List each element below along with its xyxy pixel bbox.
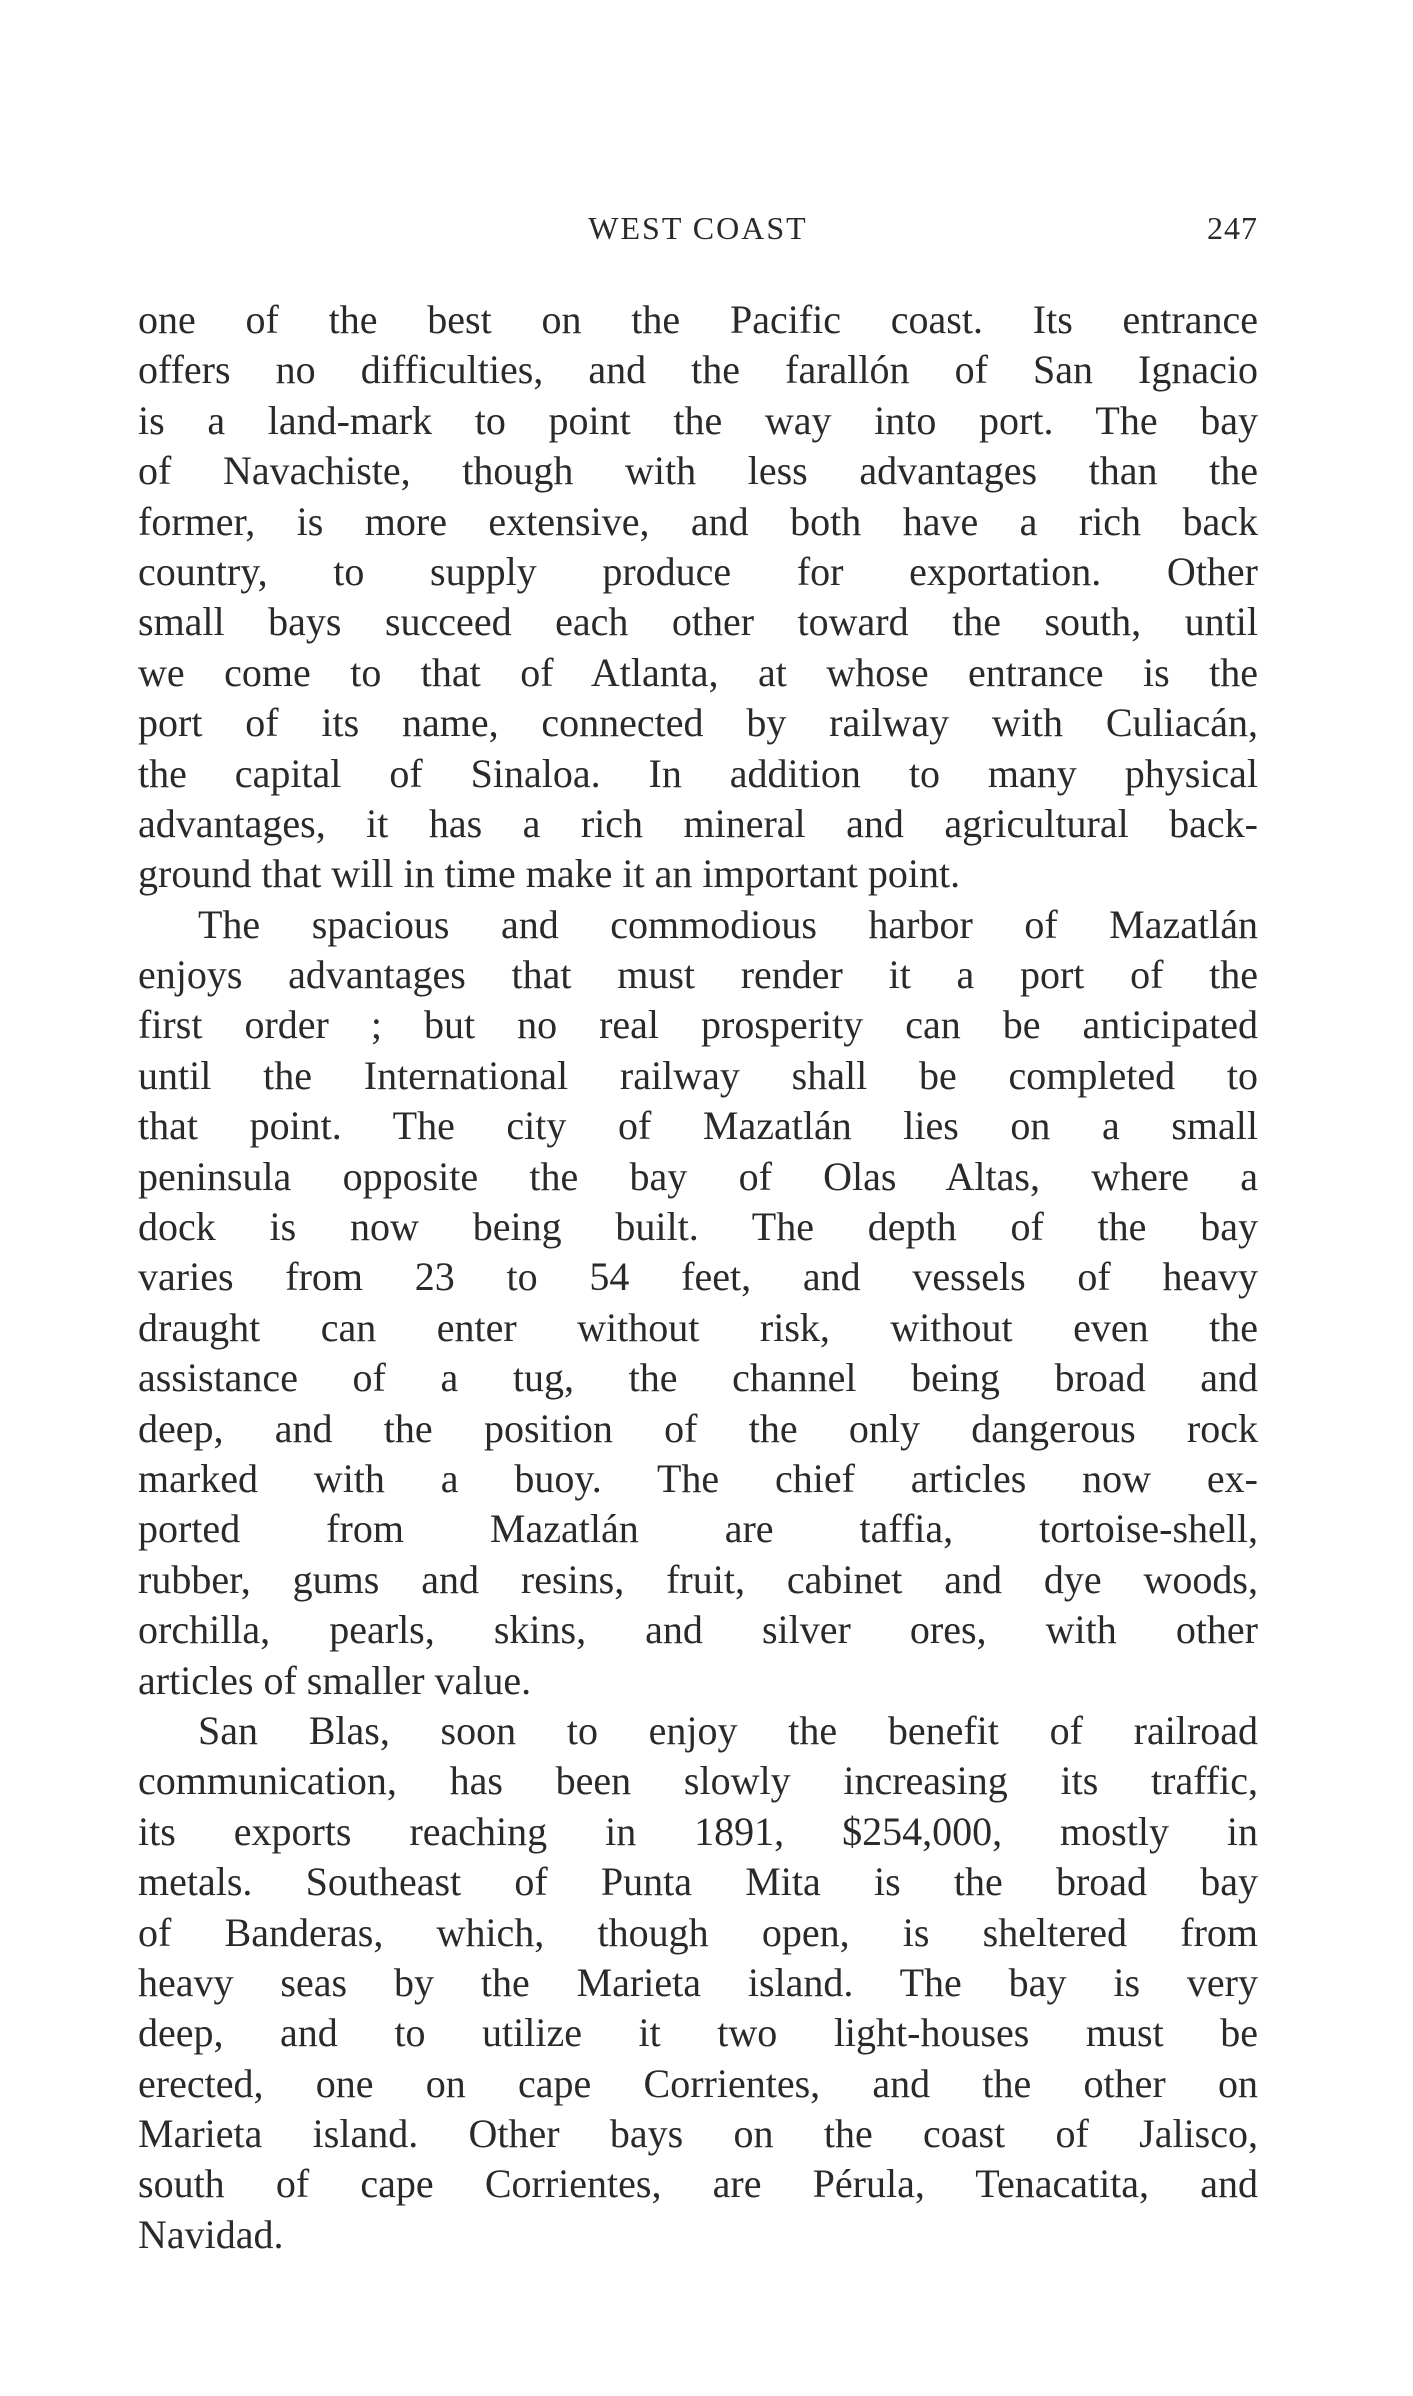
text-line: peninsula opposite the bay of Olas Altas, where a xyxy=(138,1153,1258,1199)
text-line: rubber, gums and resins, fruit, cabinet and dye woods, xyxy=(138,1556,1258,1602)
text-line: ground that will in time make it an important point. xyxy=(138,851,961,897)
text-line: former, is more extensive, and both have a rich back xyxy=(138,498,1258,544)
text-line: enjoys advantages that must render it a port of the xyxy=(138,952,1258,998)
paragraph-start-line: San Blas, soon to enjoy the benefit of railroad xyxy=(198,1707,1258,1753)
text-line: dock is now being built. The depth of the bay xyxy=(138,1204,1258,1250)
text-line: that point. The city of Mazatlán lies on a small xyxy=(138,1103,1258,1149)
text-line: first order ; but no real prosperity can be anticipated xyxy=(138,1002,1258,1048)
text-line: its exports reaching in 1891, $254,000, mostly in xyxy=(138,1808,1258,1854)
text-line: we come to that of Atlanta, at whose entrance is the xyxy=(138,649,1258,695)
text-line: deep, and to utilize it two light-houses must be xyxy=(138,2010,1258,2056)
text-line: communication, has been slowly increasing its traffic, xyxy=(138,1758,1258,1804)
text-line: the capital of Sinaloa. In addition to many physical xyxy=(138,750,1258,796)
text-line: of Banderas, which, though open, is sheltered from xyxy=(138,1909,1258,1955)
text-line: articles of smaller value. xyxy=(138,1657,532,1703)
text-line: deep, and the position of the only dangerous rock xyxy=(138,1405,1258,1451)
text-line: small bays succeed each other toward the south, until xyxy=(138,599,1258,645)
text-line: varies from 23 to 54 feet, and vessels of heavy xyxy=(138,1254,1258,1300)
text-line: country, to supply produce for exportation. Other xyxy=(138,548,1258,594)
text-line: of Navachiste, though with less advantages than the xyxy=(138,448,1258,494)
text-line: assistance of a tug, the channel being broad and xyxy=(138,1355,1258,1401)
text-line: one of the best on the Pacific coast. Its entrance xyxy=(138,297,1258,342)
text-line: Navidad. xyxy=(138,2211,284,2257)
page-number: 247 xyxy=(1207,210,1258,246)
text-line: advantages, it has a rich mineral and agricultural back- xyxy=(138,800,1258,846)
text-line: erected, one on cape Corrientes, and the other on xyxy=(138,2060,1258,2106)
text-line: is a land-mark to point the way into port. The bay xyxy=(138,397,1258,443)
text-line: port of its name, connected by railway with Culiacán, xyxy=(138,700,1258,746)
paragraph-start-line: The spacious and commodious harbor of Mazatlán xyxy=(198,901,1258,947)
text-line: south of cape Corrientes, are Pérula, Tenacatita, and xyxy=(138,2161,1258,2207)
text-line: orchilla, pearls, skins, and silver ores, with other xyxy=(138,1607,1258,1653)
text-line: Marieta island. Other bays on the coast of Jalisco, xyxy=(138,2111,1258,2157)
body-text xyxy=(138,295,1258,2260)
text-line: draught can enter without risk, without even the xyxy=(138,1304,1258,1350)
text-line: ported from Mazatlán are taffia, tortoise-shell, xyxy=(138,1506,1258,1552)
running-title: WEST COAST xyxy=(588,210,808,246)
text-line: heavy seas by the Marieta island. The bay is very xyxy=(138,1959,1258,2005)
text-line: marked with a buoy. The chief articles now ex- xyxy=(138,1455,1258,1501)
text-line: metals. Southeast of Punta Mita is the broad bay xyxy=(138,1859,1258,1905)
text-line: offers no difficulties, and the farallón of San Ignacio xyxy=(138,347,1258,393)
running-head xyxy=(138,202,1258,258)
text-line: until the International railway shall be completed to xyxy=(138,1052,1258,1098)
